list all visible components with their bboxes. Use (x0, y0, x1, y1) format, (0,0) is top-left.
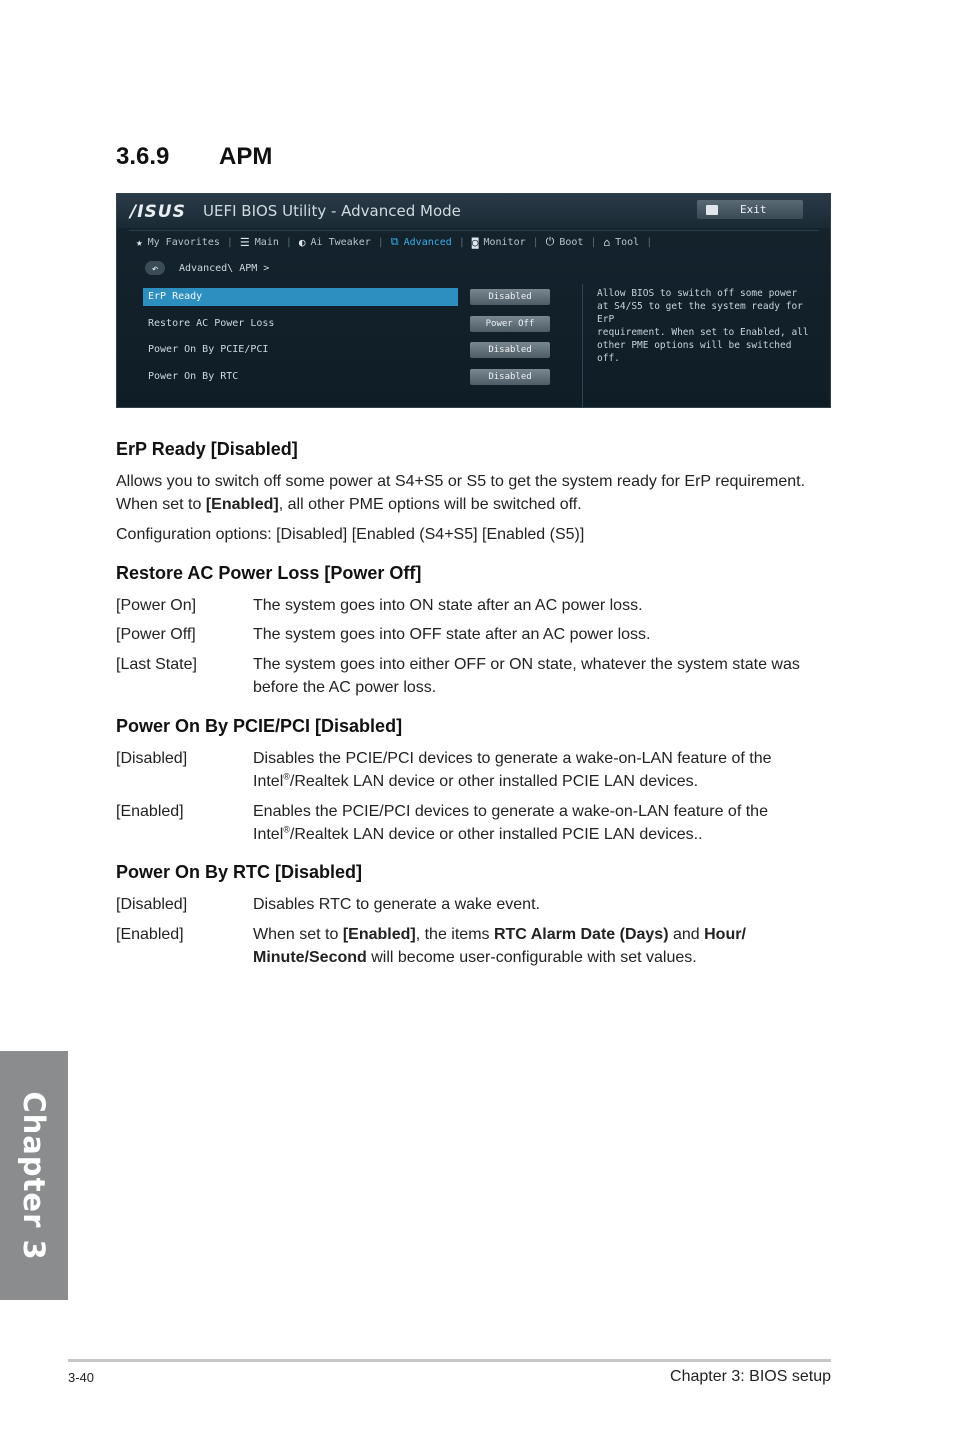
tab-label: Main (254, 236, 279, 248)
option-desc (253, 747, 828, 793)
option-key: [Disabled] (116, 896, 188, 913)
list-icon: ☰ (239, 235, 250, 249)
text: and (668, 926, 705, 943)
tool-icon: ⌂ (603, 235, 611, 249)
setting-power-on-by-pcie-pci[interactable] (143, 339, 563, 366)
tab-label: Advanced (403, 236, 452, 248)
bold-text: [Enabled] (205, 496, 279, 513)
registered-mark: ® (283, 824, 290, 835)
option-desc (253, 923, 828, 969)
monitor-icon: ◙ (471, 235, 479, 249)
erp-heading: ErP Ready [Disabled] (116, 439, 298, 459)
page-number: 3-40 (68, 1370, 95, 1385)
bios-screenshot (116, 193, 831, 408)
option-desc: Disables RTC to generate a wake event. (253, 896, 540, 913)
text: will become user-configurable with set values. (366, 949, 697, 966)
bios-title: UEFI BIOS Utility - Advanced Mode (203, 202, 461, 220)
option-key: [Last State] (116, 656, 197, 673)
setting-label: ErP Ready (143, 288, 458, 306)
tab-monitor[interactable] (465, 236, 533, 249)
erp-config-options: Configuration options: [Disabled] [Enabled (S4+S5] [Enabled (S5)] (116, 526, 585, 543)
text: Enables the PCIE/PCI devices to generate a wake-on-LAN feature of the Intel (253, 803, 768, 843)
footer-chapter-title: Chapter 3: BIOS setup (670, 1368, 831, 1385)
tab-tool[interactable] (596, 236, 646, 249)
rtc-heading: Power On By RTC [Disabled] (116, 862, 363, 882)
tab-ai-tweaker[interactable] (292, 236, 378, 249)
option-key: [Power On] (116, 597, 197, 614)
restore-heading: Restore AC Power Loss [Power Off] (116, 563, 422, 583)
tab-boot[interactable] (539, 235, 591, 249)
text: , the items (415, 926, 494, 943)
setting-value-button[interactable]: Disabled (470, 369, 550, 385)
option-key: [Power Off] (116, 626, 196, 643)
erp-description (116, 470, 831, 516)
section-name: APM (219, 143, 273, 170)
chapter-side-tab-label: Chapter 3 (17, 1090, 51, 1261)
setting-label: Power On By PCIE/PCI (148, 344, 269, 355)
advanced-icon: ⧉ (390, 235, 399, 248)
option-desc: The system goes into ON state after an AC power loss. (253, 597, 643, 614)
breadcrumb (145, 261, 269, 275)
text: When set to (253, 926, 343, 943)
tab-separator: | (590, 236, 597, 248)
setting-restore-ac-power-loss[interactable] (143, 313, 563, 340)
tab-separator: | (285, 236, 292, 248)
text: Disables the PCIE/PCI devices to generate a wake-on-LAN feature of the Intel (253, 750, 772, 790)
tab-separator: | (226, 236, 233, 248)
setting-label: Power On By RTC (148, 370, 239, 382)
bold-text: Hour/ Minute/Second (253, 926, 746, 966)
text: Allows you to switch off some power at S4+S5 or S5 to get the system ready for ErP requirement. When set to (116, 473, 806, 513)
tab-label: My Favorites (147, 236, 220, 248)
text: /Realtek LAN device or other installed PCIE LAN devices. (289, 773, 699, 790)
power-icon: ⏻ (545, 235, 555, 248)
pcie-heading: Power On By PCIE/PCI [Disabled] (116, 716, 403, 736)
bios-title-bar (117, 194, 830, 228)
section-number: 3.6.9 (116, 143, 170, 170)
chapter-side-tab (0, 1051, 68, 1300)
bios-tab-bar (129, 230, 819, 253)
option-key: [Disabled] (116, 750, 188, 767)
settings-list (143, 286, 563, 392)
bold-text: RTC Alarm Date (Days) (493, 926, 669, 943)
section-title (116, 143, 272, 171)
option-desc (253, 800, 828, 846)
tab-main[interactable] (233, 236, 286, 249)
tab-separator: | (532, 236, 539, 248)
text: , all other PME options will be switched off. (278, 496, 582, 513)
back-icon[interactable]: ↶ (145, 261, 165, 275)
tab-label: Ai Tweaker (310, 236, 371, 248)
exit-button[interactable] (697, 200, 803, 219)
tab-separator: | (377, 236, 384, 248)
tweaker-icon: ◐ (298, 235, 306, 249)
setting-erp-ready[interactable] (143, 286, 563, 313)
text: /Realtek LAN device or other installed PCIE LAN devices.. (289, 826, 703, 843)
breadcrumb-text: Advanced\ APM > (179, 262, 270, 274)
tab-label: Monitor (483, 236, 526, 248)
tab-my-favorites[interactable] (129, 236, 227, 249)
option-key: [Enabled] (116, 926, 184, 943)
registered-mark: ® (283, 771, 290, 782)
setting-value-button[interactable]: Power Off (470, 316, 550, 332)
tab-label: Tool (615, 236, 640, 248)
setting-value-button[interactable]: Disabled (470, 342, 550, 358)
option-key: [Enabled] (116, 803, 184, 820)
star-icon: ★ (136, 235, 143, 249)
option-desc: The system goes into either OFF or ON state, whatever the system state was before the AC power loss. (253, 656, 800, 696)
tab-label: Boot (559, 236, 584, 248)
asus-logo: /ISUS (130, 202, 186, 222)
tab-advanced[interactable] (384, 235, 459, 249)
bold-text: [Enabled] (342, 926, 416, 943)
setting-label: Restore AC Power Loss (148, 317, 275, 329)
exit-label: Exit (740, 203, 767, 216)
setting-value-button[interactable]: Disabled (470, 289, 550, 305)
exit-icon (706, 205, 718, 215)
tab-separator: | (646, 236, 653, 248)
footer-divider (68, 1359, 831, 1362)
option-desc: The system goes into OFF state after an AC power loss. (253, 626, 651, 643)
help-panel: Allow BIOS to switch off some power at S4/S5 to get the system ready for ErP requirement. When set to Enabled, all other PME options will be switched off. (582, 284, 831, 408)
setting-power-on-by-rtc[interactable] (143, 366, 563, 393)
tab-separator: | (458, 236, 465, 248)
